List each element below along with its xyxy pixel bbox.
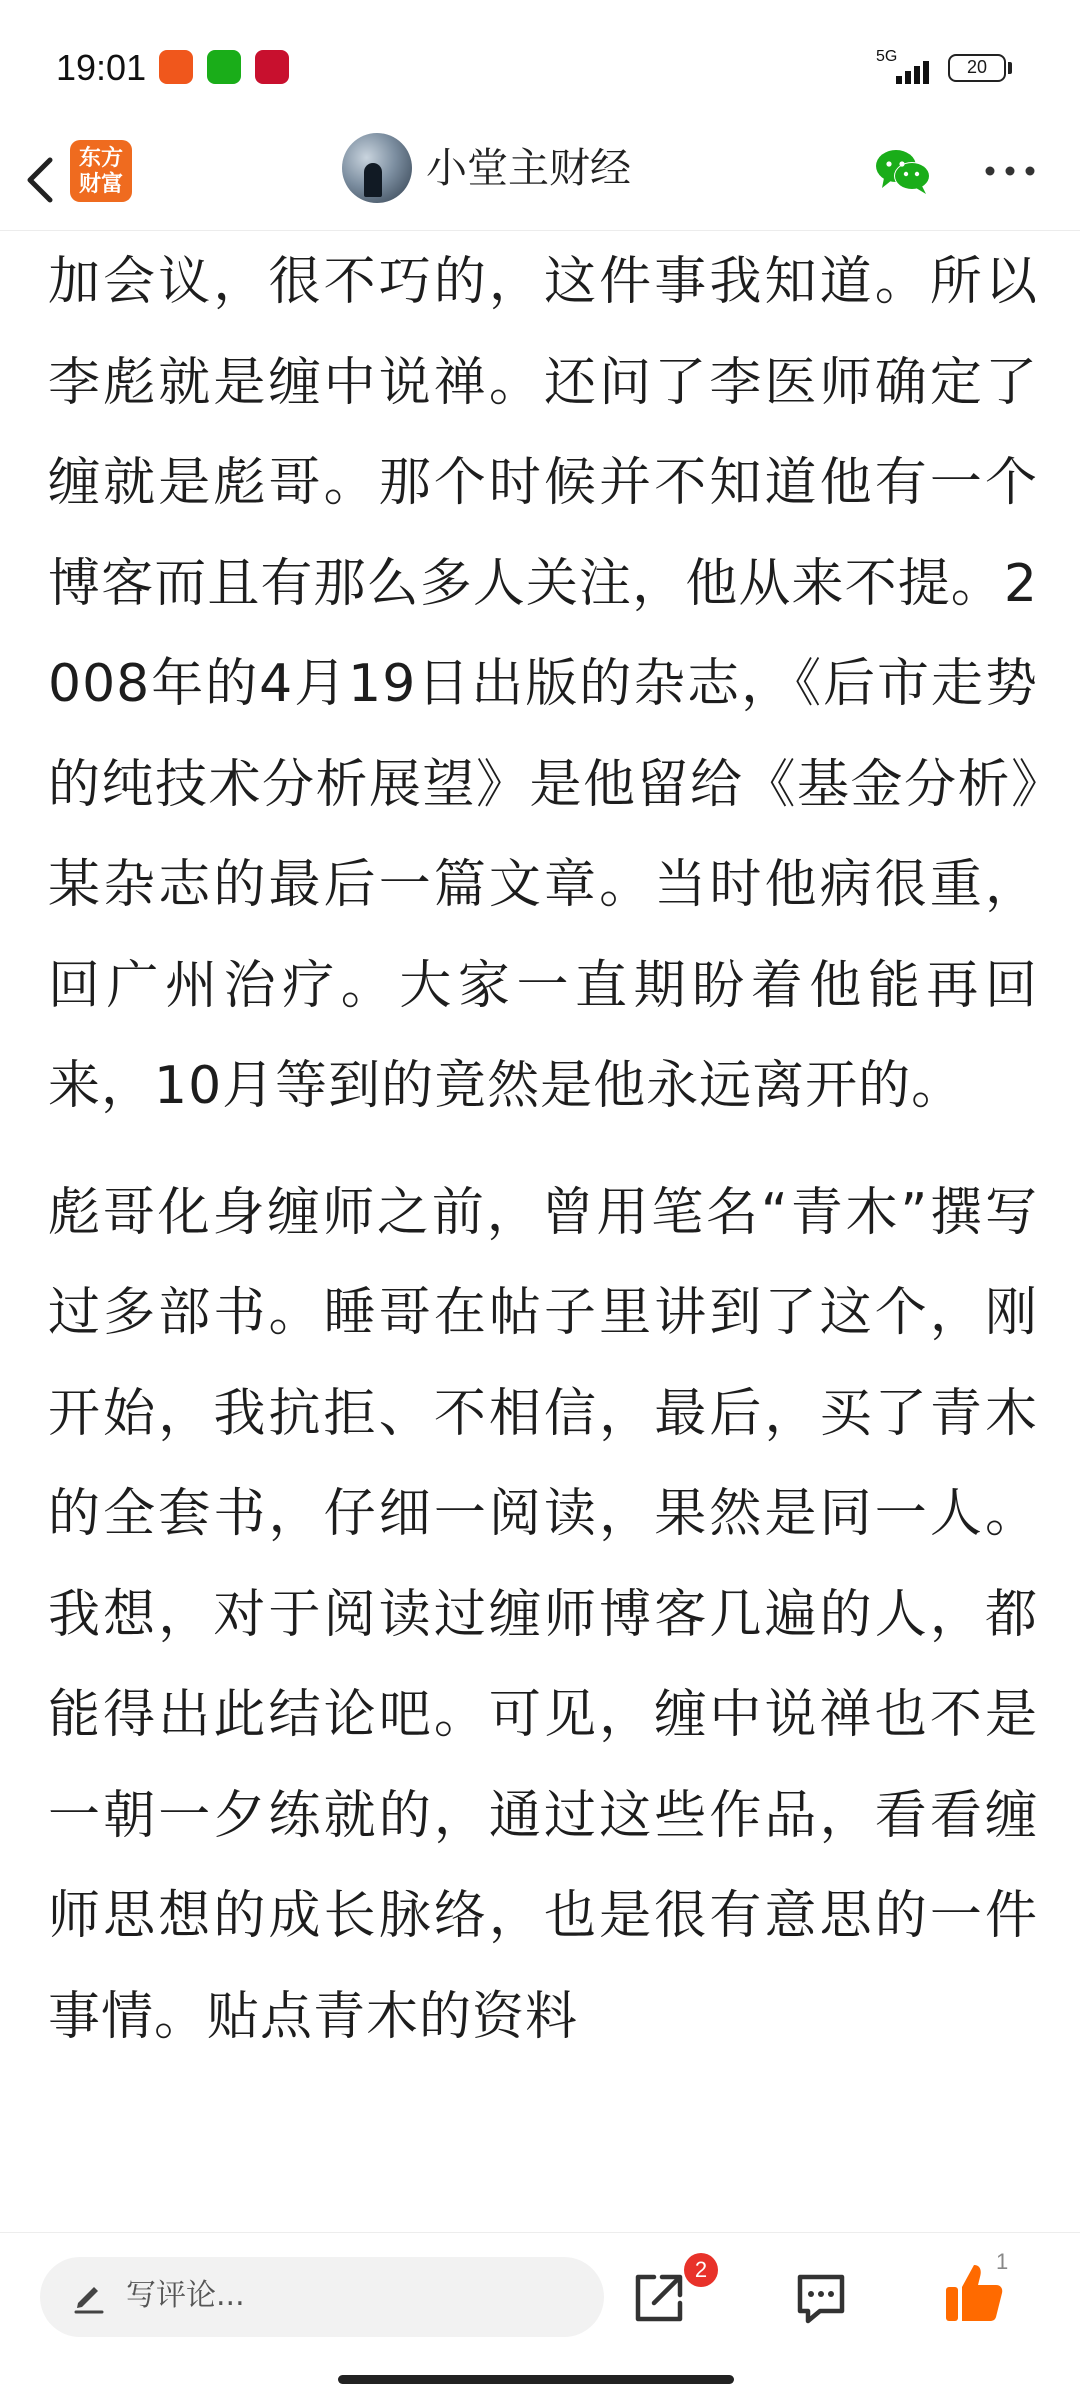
pen-icon — [70, 2277, 108, 2315]
home-indicator[interactable] — [338, 2375, 734, 2384]
network-type: 5G — [876, 48, 898, 65]
status-bar — [0, 0, 1080, 130]
wechat-share-button[interactable] — [874, 146, 932, 196]
status-time: 19:01 — [56, 47, 147, 88]
back-button[interactable] — [18, 146, 68, 214]
comments-icon — [794, 2271, 848, 2327]
wechat-icon — [874, 146, 932, 196]
share-button[interactable] — [630, 2269, 688, 2327]
signal-icon — [876, 48, 936, 88]
battery-level: 20 — [966, 57, 988, 77]
wechat-notification-icon — [207, 50, 241, 84]
more-icon — [982, 156, 1038, 186]
battery-tip — [1008, 62, 1012, 74]
article-paragraph-2: 彪哥化身缠师之前，曾用笔名“青木”撰写过多部书。睡哥在帖子里讲到了这个，刚开始，我抗拒、不相信，最后，买了青木的全套书，仔细一阅读，果然是同一人。我想，对于阅读过缠师博客几遍的人，都能得出此结论吧。可见，缠中说禅也不是一朝一夕练就的，通过这些作品，看看缠师思想的成长脉络，也是很有意思的一件事情。贴点青木的资料 — [48, 1182, 1038, 2047]
comment-input[interactable] — [40, 2257, 604, 2337]
news-notification-icon — [255, 50, 289, 84]
comment-placeholder: 写评论... — [126, 2278, 245, 2313]
more-options-button[interactable] — [982, 156, 1038, 186]
avatar[interactable] — [342, 133, 412, 203]
article-body — [48, 232, 1038, 2222]
app-logo-line2: 财富 — [78, 172, 123, 197]
like-button[interactable] — [944, 2261, 1004, 2325]
notification-app-icon — [159, 50, 193, 84]
back-arrow-icon — [18, 146, 68, 214]
channel-name[interactable]: 小堂主财经 — [426, 144, 631, 192]
avatar-figure — [364, 163, 382, 197]
article-paragraph-1: 加会议，很不巧的，这件事我知道。所以李彪就是缠中说禅。还问了李医师确定了缠就是彪哥。那个时候并不知道他有一个博客而且有那么多人关注，他从来不提。2008年的4月19日出版的杂志，《后市走势的纯技术分析展望》是他留给《基金分析》某杂志的最后一篇文章。当时他病很重，回广州治疗。大家一直期盼着他能再回来，10月等到的竟然是他永远离开的。 — [48, 252, 1038, 1116]
comments-button[interactable] — [794, 2271, 848, 2327]
share-count-badge: 2 — [684, 2253, 718, 2287]
app-logo-line1: 东方 — [78, 146, 123, 171]
battery-icon — [948, 54, 1006, 82]
share-icon — [630, 2269, 688, 2327]
app-logo[interactable] — [70, 140, 132, 202]
like-count: 1 — [996, 2249, 1009, 2274]
article-header — [0, 130, 1080, 231]
bottom-action-bar — [0, 2232, 1080, 2401]
thumbs-up-icon — [944, 2261, 1004, 2325]
